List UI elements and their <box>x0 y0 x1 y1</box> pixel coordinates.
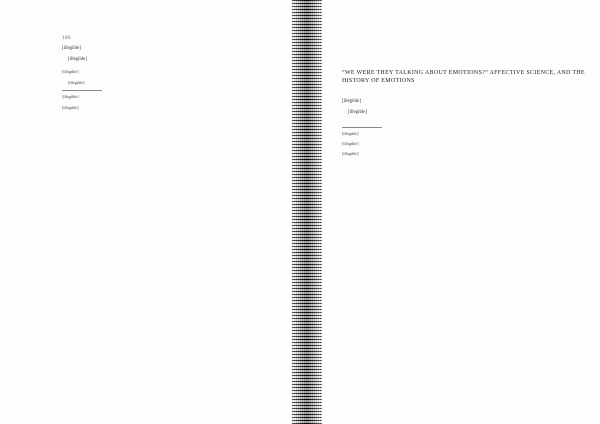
abstract-paragraph: [illegible] <box>68 79 85 85</box>
left-page <box>0 0 292 424</box>
body-paragraph: [illegible] <box>62 46 81 51</box>
footnote: [illegible] <box>62 94 79 100</box>
page-number: 106 <box>62 36 71 41</box>
right-page <box>322 0 600 424</box>
chapter-title: “WE WERE THEY TALKING ABOUT EMOTIONS?” AFFECTIVE SCIENCE, AND THE HISTORY OF EMOTIONS <box>342 70 585 84</box>
footnote: [illegible] <box>342 151 359 157</box>
footnote-divider <box>342 127 382 128</box>
body-paragraph: [illegible] <box>348 110 367 116</box>
body-paragraph: [illegible] <box>68 57 87 63</box>
left-body <box>62 46 267 115</box>
footnote: [illegible] <box>342 141 359 146</box>
footnote: [illegible] <box>62 104 79 110</box>
right-body <box>342 70 587 162</box>
notes-section <box>342 127 587 157</box>
abstract-paragraph: [illegible] <box>62 69 79 75</box>
page-header <box>62 36 267 41</box>
footnote-divider <box>62 90 102 91</box>
book-gutter <box>292 0 322 424</box>
footnote: [illegible] <box>342 130 359 136</box>
page-footer <box>342 392 587 424</box>
page-footer <box>62 392 267 424</box>
body-paragraph: [illegible] <box>342 99 361 105</box>
